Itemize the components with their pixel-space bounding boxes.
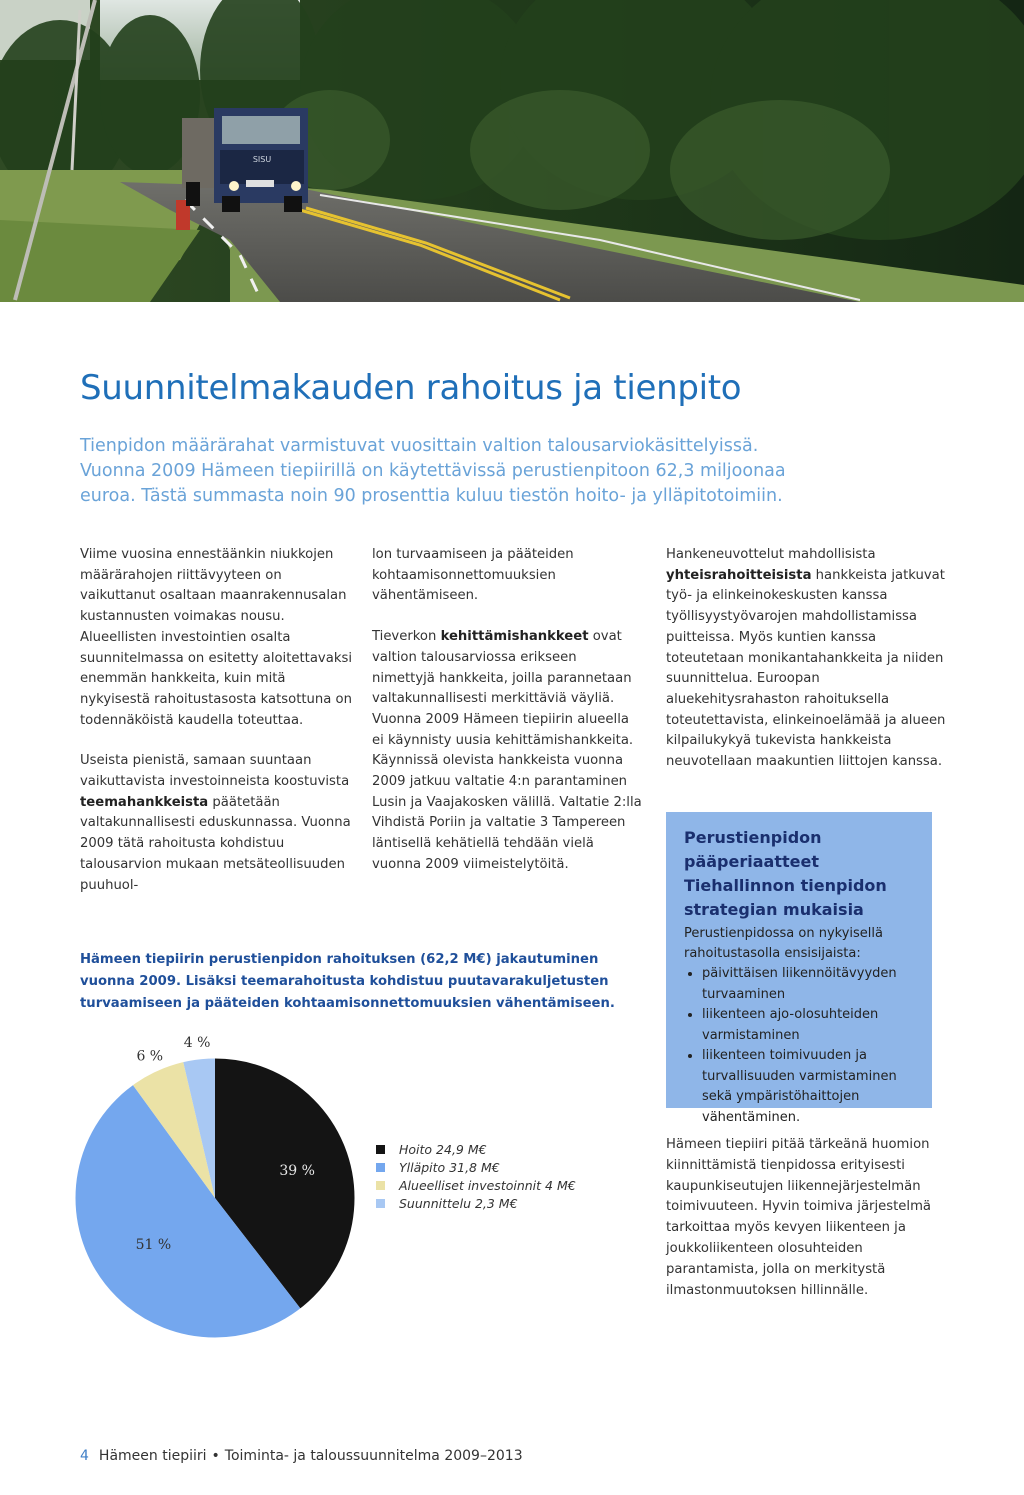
legend-item [376, 1194, 576, 1212]
info-box-item: • päivittäisen liikennöitävyyden turvaaminen [702, 964, 918, 1005]
col1-p2-text-end: päätetään valtakunnallisesti eduskunnassa. Vuonna 2009 tätä rahoitusta kohdistuu talousarvion mukaan metsäteollisuuden puuhuol- [80, 794, 351, 893]
pie-label-ylläpito: 51 % [135, 1237, 172, 1254]
pie-label-hoito: 39 % [279, 1162, 315, 1179]
text-column-3 [666, 545, 956, 793]
legend-label: Ylläpito 31,8 M€ [399, 1159, 500, 1175]
info-box-list [684, 964, 918, 1128]
info-box-heading: Perustienpidon pääperiaatteet Tiehallinnon tienpidon strategian mukaisia [684, 828, 887, 919]
col2-paragraph-2 [372, 627, 642, 875]
col1-paragraph-1: Viime vuosina ennestäänkin niukkojen määrärahojen riittävyyteen on vaikuttanut osaltaan maanrakennusalan kustannusten voimakas nousu. Alueellisten investointien osalta suunnitelmassa on esitetty aloitettavaksi enemmän hankkeita, kuin mitä nykyisestä rahoitustasosta katsottuna on todennäköistä kaudella toteuttaa. [80, 547, 352, 728]
truck-brand-text: SISU [252, 155, 272, 164]
legend-swatch [376, 1163, 385, 1172]
col2-p2-text: Tieverkon [372, 629, 441, 645]
col1-p2-text: Useista pienistä, samaan suuntaan vaikuttavista investoinneista koostuvista [80, 753, 350, 790]
legend-swatch [376, 1181, 385, 1190]
lead-paragraph: Tienpidon määrärahat varmistuvat vuosittain valtion talousarviokäsittelyissä. Vuonna 2009 Hämeen tiepiirillä on käytettävissä perustienpitoon 62,3 miljoonaa euroa. Tästä summasta noin 90 prosenttia kuluu tiestön hoito- ja ylläpitotoimiin. [80, 436, 786, 506]
header-photo [0, 0, 1024, 302]
col3-paragraph-1 [666, 545, 956, 773]
info-box-intro: Perustienpidossa on nykyisellä rahoitustasolla ensisijaista: [684, 926, 883, 961]
col3-p1-text: Hankeneuvottelut mahdollisista [666, 547, 876, 562]
legend-label: Hoito 24,9 M€ [399, 1141, 487, 1157]
pie-label-alueelliset-investoinnit: 6 % [136, 1048, 164, 1065]
info-box [666, 812, 932, 1125]
footer-document-title: Toiminta- ja taloussuunnitelma 2009–2013 [224, 1448, 523, 1464]
legend-item [376, 1158, 576, 1176]
text-column-2 [372, 545, 642, 896]
info-box-item: • liikenteen toimivuuden ja turvallisuuden varmistaminen sekä ympäristöhaittojen vähentäminen. [702, 1046, 918, 1128]
col2-paragraph-1: lon turvaamiseen ja pääteiden kohtaamisonnettomuuksien vähentämiseen. [372, 547, 574, 604]
col3-p1-text-end: hankkeista jatkuvat työ- ja elinkeinokeskusten kanssa työllisyystyövarojen mahdollistamissa puitteissa. Myös kuntien kanssa toteutetaan monikantahankkeita ja niiden suunnittelua. Euroopan aluekehitysrahaston rahoituksella toteutettavista, elinkeinoelämää ja alueen kilpailukykyä tukevista hankkeista neuvotellaan maakuntien liittojen kanssa. [666, 567, 946, 770]
page-footer [80, 1448, 523, 1464]
col3-p1-bold: yhteisrahoitteisista [666, 567, 812, 583]
legend-item [376, 1140, 576, 1158]
chart-legend [376, 1140, 576, 1212]
legend-label: Suunnittelu 2,3 M€ [399, 1195, 518, 1211]
col2-p2-bold: kehittämishankkeet [440, 629, 589, 645]
col1-paragraph-2 [80, 751, 352, 896]
chart-caption: Hämeen tiepiirin perustienpidon rahoituksen (62,2 M€) jakautuminen vuonna 2009. Lisäksi teemarahoitusta kohdistuu puutavarakuljetusten turvaamiseen ja pääteiden kohtaamisonnettomuuksien vähentämiseen. [80, 952, 615, 1011]
info-box-item: • liikenteen ajo-olosuhteiden varmistaminen [702, 1005, 918, 1046]
col2-p2-text-end: ovat valtion talousarviossa erikseen nimettyjä hankkeita, joilla parannetaan valtakunnallisesti merkittäviä väyliä. Vuonna 2009 Hämeen tiepiirin alueella ei käynnisty uusia kehittämishankkeita. Käynnissä olevista hankkeista vuonna 2009 jatkuu valtatie 4:n parantaminen Lusin ja Vaajakosken välillä. Valtatie 2:lla Vihdistä Poriin ja valtatie 3 Tampereen läntisellä kehätiellä tehdään vielä vuonna 2009 viimeistelytöitä. [372, 629, 642, 872]
legend-swatch [376, 1199, 385, 1208]
pie-chart [70, 1018, 370, 1338]
page-number: 4 [80, 1448, 89, 1464]
pie-label-suunnittelu: 4 % [183, 1035, 211, 1052]
legend-label: Alueelliset investoinnit 4 M€ [399, 1177, 576, 1193]
footer-bullet: • [211, 1448, 220, 1464]
legend-swatch [376, 1145, 385, 1154]
page-title: Suunnitelmakauden rahoitus ja tienpito [80, 368, 742, 408]
col1-p2-bold: teemahankkeista [80, 794, 209, 810]
text-column-1 [80, 545, 352, 916]
text-column-4: Hämeen tiepiiri pitää tärkeänä huomion kiinnittämistä tienpidossa erityisesti kaupunkiseutujen liikennejärjestelmän toimivuuteen. Hyvin toimiva järjestelmä tarkoittaa myös kevyen liikenteen ja joukkoliikenteen olosuhteiden parantamista, jolla on merkitystä ilmastonmuutoksen hillinnälle. [666, 1137, 931, 1298]
legend-item [376, 1176, 576, 1194]
road-truck-photo [0, 0, 1024, 302]
footer-org: Hämeen tiepiiri [98, 1448, 207, 1464]
